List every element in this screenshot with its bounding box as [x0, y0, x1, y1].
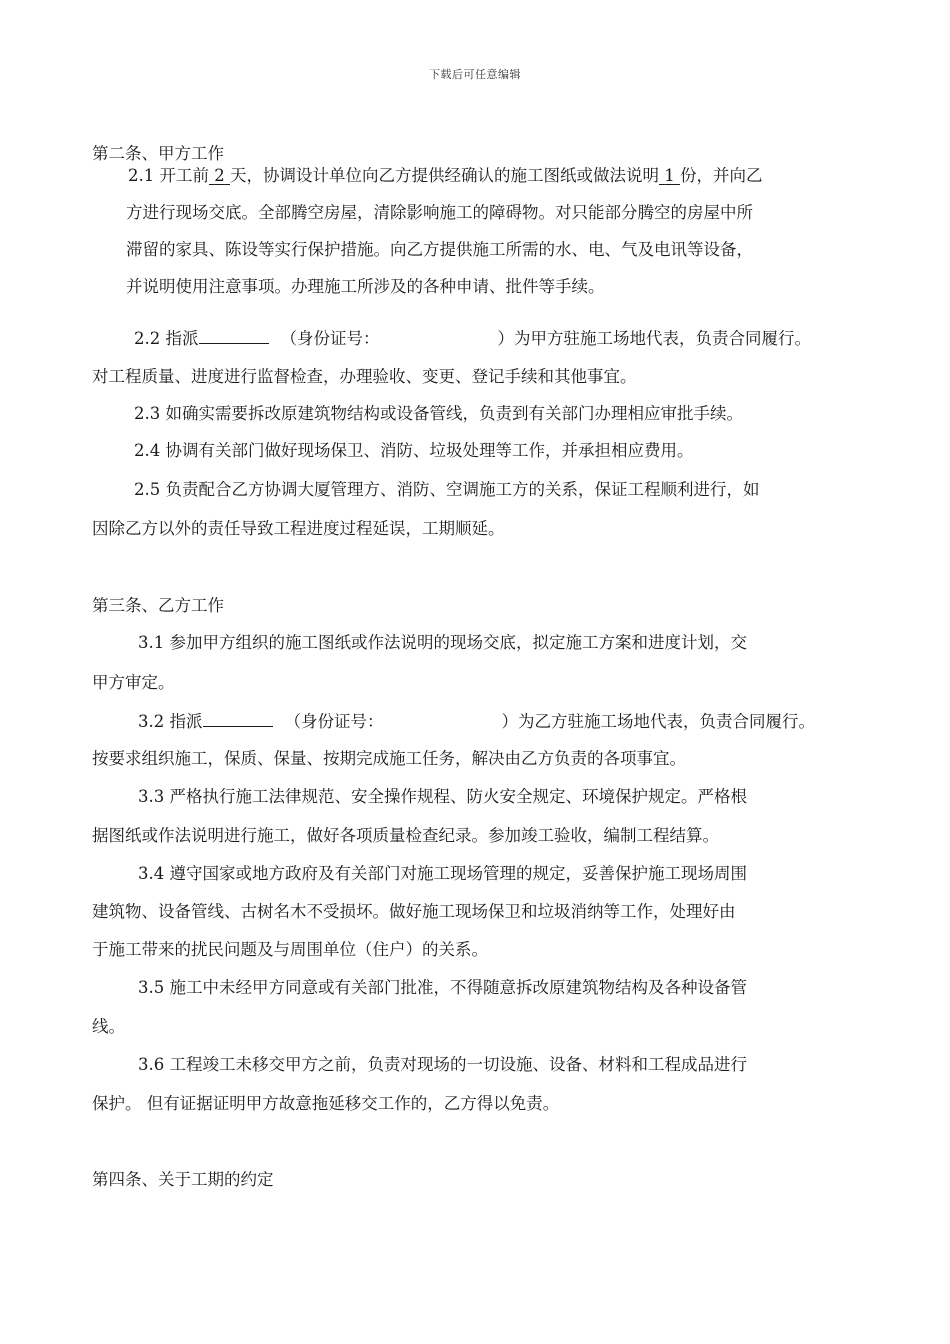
clause-2-1-copies: 1 [664, 166, 675, 185]
clause-2-1-line-3: 滞留的家具、陈设等实行保护措施。向乙方提供施工所需的水、电、气及电讯等设备， [126, 240, 753, 259]
clause-3-5-line-1: 3.5 施工中未经甲方同意或有关部门批准，不得随意拆改原建筑物结构及各种设备管 [138, 978, 747, 997]
clause-2-1-line-2: 方进行现场交底。全部腾空房屋，清除影响施工的障碍物。对只能部分腾空的房屋中所 [126, 203, 753, 222]
clause-3-4-line-3: 于施工带来的扰民问题及与周围单位（住户）的关系。 [92, 940, 488, 959]
clause-2-5-line-1: 2.5 负责配合乙方协调大厦管理方、消防、空调施工方的关系，保证工程顺利进行，如 [134, 480, 760, 499]
clause-3-6-line-1: 3.6 工程竣工未移交甲方之前，负责对现场的一切设施、设备、材料和工程成品进行 [138, 1055, 747, 1074]
article-4-title: 第四条、关于工期的约定 [92, 1170, 274, 1189]
clause-3-6-line-2: 保护。 但有证据证明甲方故意拖延移交工作的，乙方得以免责。 [92, 1094, 560, 1113]
clause-2-2-line-2: 对工程质量、进度进行监督检查，办理验收、变更、登记手续和其他事宜。 [92, 367, 637, 386]
clause-2-1-days: 2 [214, 166, 225, 185]
clause-2-5-line-2: 因除乙方以外的责任导致工程进度过程延误，工期顺延。 [92, 519, 505, 538]
clause-2-1-line-4: 并说明使用注意事项。办理施工所涉及的各种申请、批件等手续。 [126, 277, 605, 296]
clause-3-2-text-a: 3.2 指派 [138, 712, 203, 731]
clause-3-4-line-2: 建筑物、设备管线、古树名木不受损坏。做好施工现场保卫和垃圾消纳等工作，处理好由 [92, 902, 736, 921]
header-note: 下载后可任意编辑 [429, 68, 521, 81]
clause-3-3-line-2: 据图纸或作法说明进行施工，做好各项质量检查纪录。参加竣工验收，编制工程结算。 [92, 826, 719, 845]
clause-3-5-line-2: 线。 [92, 1017, 125, 1036]
clause-2-1-text-a: 2.1 开工前 [128, 166, 209, 185]
clause-3-2-line-1 [138, 710, 815, 732]
clause-2-1-line-1 [128, 166, 763, 186]
clause-3-2-text-c: ）为乙方驻施工场地代表，负责合同履行。 [501, 712, 815, 731]
clause-3-2-line-2: 按要求组织施工，保质、保量、按期完成施工任务，解决由乙方负责的各项事宜。 [92, 749, 686, 768]
clause-3-3-line-1: 3.3 严格执行施工法律规范、安全操作规程、防火安全规定、环境保护规定。严格根 [138, 787, 747, 806]
clause-3-1-line-2: 甲方审定。 [92, 673, 175, 692]
representative-name-blank [203, 710, 273, 727]
clause-3-2-text-b: （身份证号： [284, 712, 384, 731]
clause-2-4: 2.4 协调有关部门做好现场保卫、消防、垃圾处理等工作，并承担相应费用。 [134, 441, 694, 460]
clause-2-1-text-b: 天，协调设计单位向乙方提供经确认的施工图纸或做法说明 [230, 166, 659, 185]
clause-3-1-line-1: 3.1 参加甲方组织的施工图纸或作法说明的现场交底，拟定施工方案和进度计划，交 [138, 633, 747, 652]
clause-2-1-text-c: 份，并向乙 [680, 166, 763, 185]
clause-2-2-text-c: ）为甲方驻施工场地代表，负责合同履行。 [497, 329, 811, 348]
clause-2-3: 2.3 如确实需要拆改原建筑物结构或设备管线，负责到有关部门办理相应审批手续。 [134, 404, 743, 423]
representative-name-blank [199, 327, 269, 344]
clause-2-2-text-b: （身份证号： [280, 329, 380, 348]
clause-2-2-text-a: 2.2 指派 [134, 329, 199, 348]
article-2-title: 第二条、甲方工作 [92, 144, 224, 163]
clause-2-2-line-1 [134, 327, 811, 349]
article-3-title: 第三条、乙方工作 [92, 596, 224, 615]
clause-3-4-line-1: 3.4 遵守国家或地方政府及有关部门对施工现场管理的规定，妥善保护施工现场周围 [138, 864, 747, 883]
